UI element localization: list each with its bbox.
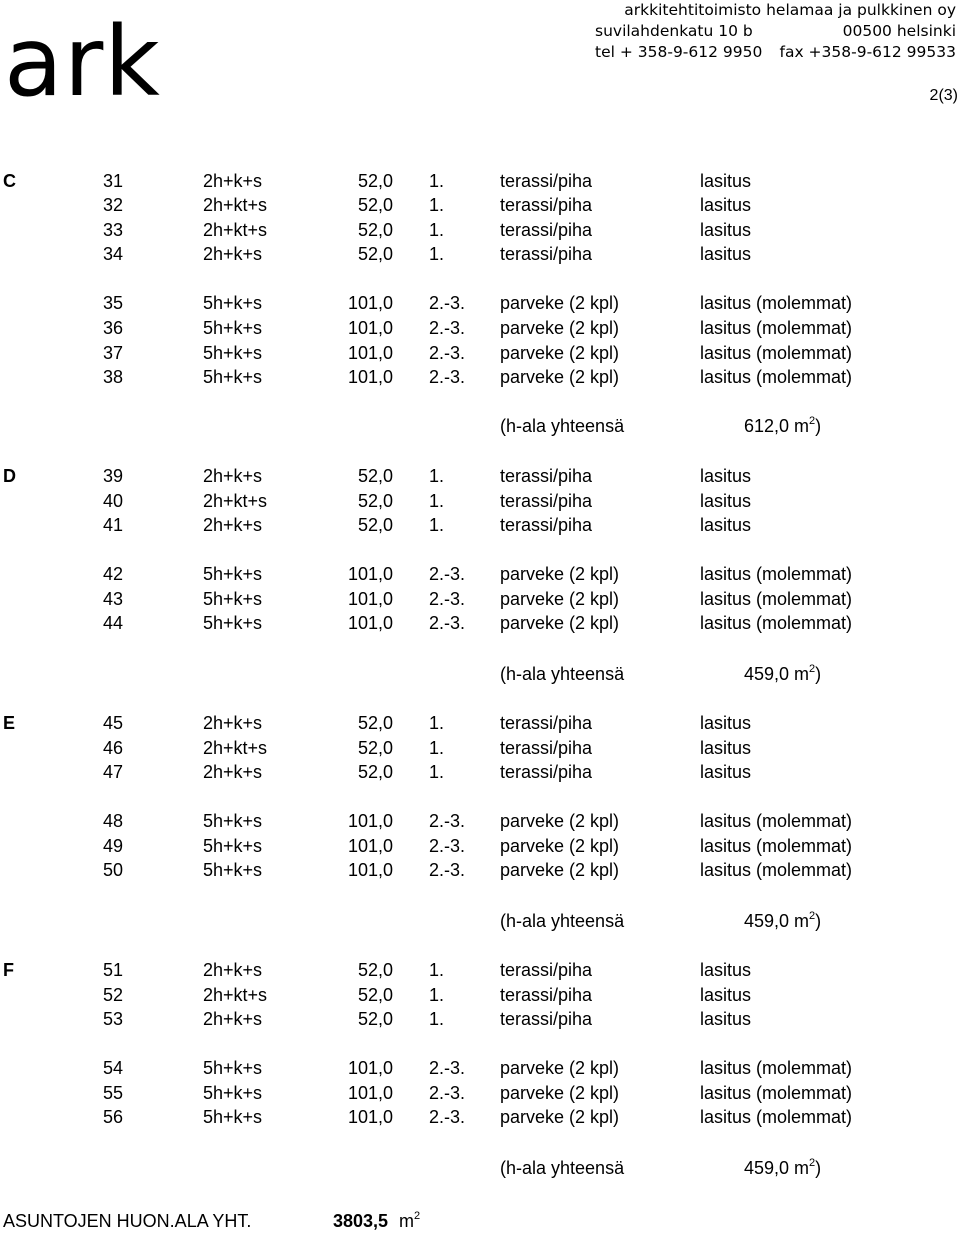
- apartment-number: 44: [103, 613, 124, 633]
- outdoor-space: terassi/piha: [500, 985, 593, 1005]
- apartment-area: 52,0: [357, 1009, 393, 1029]
- company-phone: tel + 358-9-612 9950: [595, 43, 763, 61]
- glazing: lasitus (molemmat): [700, 1107, 853, 1127]
- apartment-area: 52,0: [357, 171, 393, 191]
- grand-total-unit: $m^2$: [399, 1210, 421, 1231]
- outdoor-space: parveke (2 kpl): [500, 343, 620, 363]
- block-subtotal: [0, 661, 960, 687]
- floor: 1.: [429, 1009, 445, 1029]
- company-fax: fax +358-9-612 99533: [779, 43, 956, 61]
- glazing: lasitus: [700, 985, 752, 1005]
- table-row: [0, 193, 960, 217]
- company-info: [536, 0, 956, 63]
- subtotal-label: (h-ala yhteensä: [500, 1158, 625, 1178]
- floor: 2.-3.: [429, 589, 466, 609]
- glazing: lasitus: [700, 762, 752, 782]
- outdoor-space: parveke (2 kpl): [500, 860, 620, 880]
- floor: 2.-3.: [429, 367, 466, 387]
- apartment-type: 2h+k+s: [203, 960, 263, 980]
- table-row: [0, 983, 960, 1007]
- glazing: lasitus (molemmat): [700, 343, 853, 363]
- apartment-area: 52,0: [357, 713, 393, 733]
- apartment-number: 43: [103, 589, 124, 609]
- floor: 2.-3.: [429, 811, 466, 831]
- glazing: lasitus: [700, 738, 752, 758]
- apartment-type: 5h+k+s: [203, 564, 263, 584]
- table-row: [0, 365, 960, 389]
- apartment-type: 5h+k+s: [203, 1107, 263, 1127]
- glazing: lasitus (molemmat): [700, 1058, 853, 1078]
- outdoor-space: parveke (2 kpl): [500, 1058, 620, 1078]
- apartment-number: 56: [103, 1107, 124, 1127]
- outdoor-space: parveke (2 kpl): [500, 1107, 620, 1127]
- table-row: [0, 242, 960, 266]
- apartment-type: 2h+kt+s: [203, 985, 268, 1005]
- apartment-type: 5h+k+s: [203, 613, 263, 633]
- subtotal-value: 459,0 $m^2$): [744, 910, 822, 931]
- outdoor-space: parveke (2 kpl): [500, 836, 620, 856]
- outdoor-space: parveke (2 kpl): [500, 564, 620, 584]
- apartment-number: 34: [103, 244, 124, 264]
- glazing: lasitus (molemmat): [700, 836, 853, 856]
- glazing: lasitus: [700, 491, 752, 511]
- outdoor-space: parveke (2 kpl): [500, 1083, 620, 1103]
- apartment-number: 37: [103, 343, 124, 363]
- floor: 1.: [429, 244, 445, 264]
- block-letter: C: [3, 171, 16, 191]
- glazing: lasitus: [700, 1009, 752, 1029]
- apartment-type: 5h+k+s: [203, 367, 263, 387]
- glazing: lasitus: [700, 713, 752, 733]
- floor: 1.: [429, 985, 445, 1005]
- apartment-type: 2h+k+s: [203, 762, 263, 782]
- apartment-area: 101,0: [347, 811, 393, 831]
- glazing: lasitus (molemmat): [700, 318, 853, 338]
- floor: 2.-3.: [429, 1107, 466, 1127]
- apartment-number: 41: [103, 515, 124, 535]
- apartment-area: 101,0: [347, 367, 393, 387]
- apartment-area: 52,0: [357, 738, 393, 758]
- floor: 1.: [429, 762, 445, 782]
- apartment-number: 55: [103, 1083, 124, 1103]
- table-row: [0, 1105, 960, 1129]
- apartment-type: 5h+k+s: [203, 860, 263, 880]
- outdoor-space: terassi/piha: [500, 960, 593, 980]
- outdoor-space: terassi/piha: [500, 738, 593, 758]
- table-row: [0, 611, 960, 635]
- table-row: [0, 711, 960, 735]
- table-row: [0, 341, 960, 365]
- outdoor-space: terassi/piha: [500, 1009, 593, 1029]
- apartment-number: 31: [103, 171, 124, 191]
- apartment-type: 5h+k+s: [203, 1058, 263, 1078]
- outdoor-space: parveke (2 kpl): [500, 589, 620, 609]
- block-letter: E: [3, 713, 16, 733]
- apartment-area: 101,0: [347, 860, 393, 880]
- apartment-type: 2h+kt+s: [203, 738, 268, 758]
- glazing: lasitus (molemmat): [700, 293, 853, 313]
- apartment-number: 32: [103, 195, 124, 215]
- table-row: [0, 834, 960, 858]
- outdoor-space: terassi/piha: [500, 762, 593, 782]
- apartment-type: 2h+kt+s: [203, 220, 268, 240]
- apartment-number: 33: [103, 220, 124, 240]
- company-logo: ark: [4, 6, 161, 118]
- outdoor-space: terassi/piha: [500, 466, 593, 486]
- company-postal: 00500 helsinki: [842, 22, 956, 40]
- floor: 2.-3.: [429, 564, 466, 584]
- table-row: [0, 760, 960, 784]
- table-row: [0, 562, 960, 586]
- block-subtotal: [0, 413, 960, 439]
- floor: 1.: [429, 738, 445, 758]
- outdoor-space: terassi/piha: [500, 171, 593, 191]
- table-row: [0, 587, 960, 611]
- glazing: lasitus: [700, 515, 752, 535]
- table-row: [0, 169, 960, 193]
- glazing: lasitus (molemmat): [700, 613, 853, 633]
- apartment-area: 101,0: [347, 589, 393, 609]
- apartment-number: 42: [103, 564, 124, 584]
- table-row: [0, 809, 960, 833]
- subtotal-value: 459,0 $m^2$): [744, 1157, 822, 1178]
- apartment-number: 48: [103, 811, 124, 831]
- block-letter: F: [3, 960, 14, 980]
- apartment-number: 39: [103, 466, 124, 486]
- apartment-area: 52,0: [357, 762, 393, 782]
- apartment-type: 2h+k+s: [203, 515, 263, 535]
- apartment-number: 38: [103, 367, 124, 387]
- apartment-type: 2h+k+s: [203, 466, 263, 486]
- outdoor-space: terassi/piha: [500, 244, 593, 264]
- floor: 2.-3.: [429, 318, 466, 338]
- apartment-type: 5h+k+s: [203, 318, 263, 338]
- glazing: lasitus (molemmat): [700, 860, 853, 880]
- glazing: lasitus: [700, 466, 752, 486]
- grand-total-value: 3803,5: [333, 1211, 389, 1231]
- table-row: [0, 464, 960, 488]
- outdoor-space: terassi/piha: [500, 220, 593, 240]
- apartment-area: 52,0: [357, 220, 393, 240]
- outdoor-space: terassi/piha: [500, 515, 593, 535]
- apartment-area: 101,0: [347, 564, 393, 584]
- floor: 1.: [429, 171, 445, 191]
- floor: 2.-3.: [429, 343, 466, 363]
- floor: 1.: [429, 195, 445, 215]
- block-letter: D: [3, 466, 16, 486]
- table-row: [0, 958, 960, 982]
- apartment-number: 53: [103, 1009, 124, 1029]
- apartment-area: 101,0: [347, 836, 393, 856]
- floor: 2.-3.: [429, 860, 466, 880]
- outdoor-space: terassi/piha: [500, 195, 593, 215]
- floor: 1.: [429, 466, 445, 486]
- glazing: lasitus (molemmat): [700, 564, 853, 584]
- glazing: lasitus: [700, 195, 752, 215]
- apartment-type: 5h+k+s: [203, 343, 263, 363]
- apartment-type: 5h+k+s: [203, 1083, 263, 1103]
- apartment-number: 50: [103, 860, 124, 880]
- table-row: [0, 1007, 960, 1031]
- apartment-number: 36: [103, 318, 124, 338]
- apartment-area: 101,0: [347, 343, 393, 363]
- apartment-type: 2h+k+s: [203, 713, 263, 733]
- apartment-number: 52: [103, 985, 124, 1005]
- apartment-number: 35: [103, 293, 124, 313]
- glazing: lasitus (molemmat): [700, 367, 853, 387]
- apartment-type: 2h+kt+s: [203, 491, 268, 511]
- subtotal-label: (h-ala yhteensä: [500, 911, 625, 931]
- table-row: [0, 1056, 960, 1080]
- apartment-area: 52,0: [357, 491, 393, 511]
- apartment-area: 101,0: [347, 613, 393, 633]
- glazing: lasitus (molemmat): [700, 811, 853, 831]
- apartment-number: 49: [103, 836, 124, 856]
- floor: 1.: [429, 713, 445, 733]
- glazing: lasitus (molemmat): [700, 589, 853, 609]
- glazing: lasitus: [700, 220, 752, 240]
- table-row: [0, 291, 960, 315]
- block-subtotal: [0, 1155, 960, 1181]
- apartment-type: 5h+k+s: [203, 589, 263, 609]
- floor: 2.-3.: [429, 293, 466, 313]
- apartment-type: 5h+k+s: [203, 836, 263, 856]
- subtotal-value: 612,0 $m^2$): [744, 415, 822, 436]
- apartment-type: 5h+k+s: [203, 811, 263, 831]
- apartment-number: 40: [103, 491, 124, 511]
- glazing: lasitus: [700, 960, 752, 980]
- subtotal-label: (h-ala yhteensä: [500, 664, 625, 684]
- outdoor-space: parveke (2 kpl): [500, 318, 620, 338]
- floor: 1.: [429, 515, 445, 535]
- apartment-area: 52,0: [357, 195, 393, 215]
- floor: 1.: [429, 220, 445, 240]
- table-row: [0, 489, 960, 513]
- apartment-area: 101,0: [347, 1107, 393, 1127]
- apartment-area: 52,0: [357, 985, 393, 1005]
- apartment-area: 101,0: [347, 318, 393, 338]
- outdoor-space: parveke (2 kpl): [500, 293, 620, 313]
- block-subtotal: [0, 908, 960, 934]
- apartment-area: 101,0: [347, 293, 393, 313]
- outdoor-space: terassi/piha: [500, 491, 593, 511]
- table-row: [0, 1081, 960, 1105]
- apartment-type: 2h+k+s: [203, 171, 263, 191]
- table-row: [0, 218, 960, 242]
- apartment-type: 5h+k+s: [203, 293, 263, 313]
- apartment-number: 47: [103, 762, 124, 782]
- apartment-area: 52,0: [357, 515, 393, 535]
- subtotal-value: 459,0 $m^2$): [744, 663, 822, 684]
- apartment-type: 2h+kt+s: [203, 195, 268, 215]
- floor: 2.-3.: [429, 1083, 466, 1103]
- outdoor-space: parveke (2 kpl): [500, 811, 620, 831]
- outdoor-space: parveke (2 kpl): [500, 613, 620, 633]
- company-address: suvilahdenkatu 10 b: [595, 22, 753, 40]
- apartment-number: 45: [103, 713, 124, 733]
- outdoor-space: parveke (2 kpl): [500, 367, 620, 387]
- floor: 1.: [429, 491, 445, 511]
- subtotal-label: (h-ala yhteensä: [500, 416, 625, 436]
- grand-total-label: ASUNTOJEN HUON.ALA YHT.: [3, 1211, 252, 1231]
- floor: 2.-3.: [429, 1058, 466, 1078]
- glazing: lasitus: [700, 244, 752, 264]
- apartment-type: 2h+k+s: [203, 244, 263, 264]
- outdoor-space: terassi/piha: [500, 713, 593, 733]
- page-number: 2(3): [929, 87, 958, 104]
- floor: 1.: [429, 960, 445, 980]
- floor: 2.-3.: [429, 613, 466, 633]
- apartment-area: 52,0: [357, 960, 393, 980]
- apartment-area: 52,0: [357, 244, 393, 264]
- apartment-area: 52,0: [357, 466, 393, 486]
- table-row: [0, 513, 960, 537]
- apartment-area: 101,0: [347, 1058, 393, 1078]
- glazing: lasitus (molemmat): [700, 1083, 853, 1103]
- apartment-number: 54: [103, 1058, 124, 1078]
- table-row: [0, 736, 960, 760]
- apartment-area: 101,0: [347, 1083, 393, 1103]
- apartment-type: 2h+k+s: [203, 1009, 263, 1029]
- table-row: [0, 316, 960, 340]
- grand-total: [0, 1208, 960, 1234]
- table-row: [0, 858, 960, 882]
- apartment-number: 46: [103, 738, 124, 758]
- glazing: lasitus: [700, 171, 752, 191]
- apartment-number: 51: [103, 960, 124, 980]
- company-name: arkkitehtitoimisto helamaa ja pulkkinen oy: [624, 1, 956, 19]
- floor: 2.-3.: [429, 836, 466, 856]
